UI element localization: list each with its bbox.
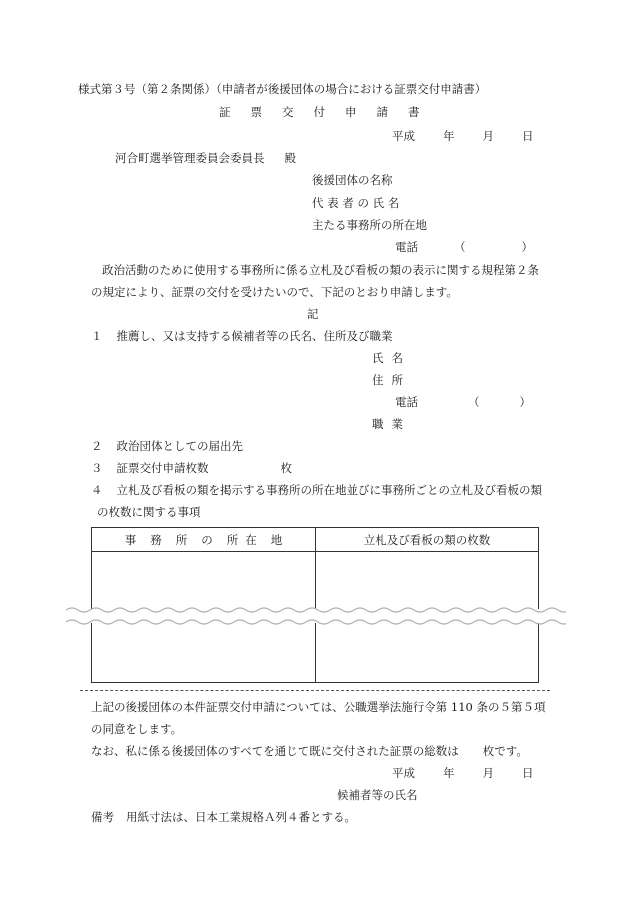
item-number: ３ <box>91 461 103 475</box>
date-month: 月 <box>482 766 494 780</box>
item-text: 推薦し、又は支持する候補者等の氏名、住所及び職業 <box>116 329 393 343</box>
org-name-label: 後援団体の名称 <box>312 173 393 187</box>
candidate-address-label <box>372 372 403 388</box>
header-char: 務 <box>150 533 162 547</box>
title-char: 請 <box>376 105 388 119</box>
item-4-line2: の枚数に関する事項 <box>97 505 201 519</box>
applicant-phone <box>395 239 533 255</box>
title-char: 申 <box>345 105 357 119</box>
table-header-sign-count: 立札及び看板の類の枚数 <box>363 533 491 547</box>
table-header-office-address <box>92 532 315 548</box>
header-char: 所 <box>226 533 239 547</box>
date-day: 日 <box>522 766 534 780</box>
addressee-name: 河合町選挙管理委員会委員長 <box>115 151 265 165</box>
addressee-honorific: 殿 <box>284 151 296 165</box>
remarks-label: 備考 <box>91 810 114 824</box>
title-char: 証 <box>219 105 231 119</box>
paren-open: （ <box>468 395 480 409</box>
consent-line1: 上記の後援団体の本件証票交付申請については、公職選挙法施行令第 110 条の５第５項 <box>91 700 546 714</box>
phone-label: 電話 <box>395 240 418 254</box>
label-char: 職 <box>372 417 384 431</box>
consent-total-unit: 枚です。 <box>482 744 528 758</box>
date-line <box>392 128 534 144</box>
item-3 <box>91 460 292 476</box>
consent-line3 <box>91 743 528 759</box>
cut-line-wave <box>66 604 566 630</box>
paren-close: ） <box>521 240 533 254</box>
date-era: 平成 <box>392 766 415 780</box>
header-char: 地 <box>270 533 283 547</box>
candidate-job-label <box>372 416 403 432</box>
item-unit: 枚 <box>280 461 292 475</box>
phone-label: 電話 <box>395 395 418 409</box>
consent-total-text: なお、私に係る後援団体のすべてを通じて既に交付された証票の総数は <box>91 744 459 758</box>
item-text: 証票交付申請枚数 <box>116 461 209 475</box>
item-2 <box>91 438 243 454</box>
title-char: 交 <box>282 105 294 119</box>
paren-open: （ <box>454 240 466 254</box>
item-number: ２ <box>91 439 103 453</box>
header-char: 在 <box>245 533 257 547</box>
remarks-text: 用紙寸法は、日本工業規格Ａ列４番とする。 <box>126 810 356 824</box>
date-year: 年 <box>443 129 455 143</box>
title-char: 書 <box>408 105 420 119</box>
title-char: 付 <box>313 105 325 119</box>
date-era: 平成 <box>392 129 415 143</box>
remarks <box>91 809 356 825</box>
item-1 <box>91 328 393 344</box>
addressee <box>115 150 296 166</box>
label-char: 名 <box>391 351 403 365</box>
item-number: ４ <box>91 483 103 497</box>
representative-label: 代 表 者 の 氏 名 <box>312 196 400 210</box>
document-title <box>219 104 420 120</box>
header-char: の <box>201 533 213 547</box>
item-text: 政治団体としての届出先 <box>116 439 243 453</box>
dashed-separator <box>80 690 550 691</box>
label-char: 氏 <box>372 351 384 365</box>
office-address-label: 主たる事務所の所在地 <box>312 218 427 232</box>
header-char: 事 <box>124 533 137 547</box>
body-paragraph-line1: 政治活動のために使用する事務所に係る立札及び看板の類の表示に関する規程第２条 <box>102 263 539 277</box>
header-char: 所 <box>175 533 188 547</box>
title-char: 票 <box>250 105 262 119</box>
item-number: １ <box>91 329 103 343</box>
body-paragraph-line2: の規定により、証票の交付を受けたいので、下記のとおり申請します。 <box>91 285 458 299</box>
form-number: 様式第３号（第２条関係）（申請者が後援団体の場合における証票交付申請書） <box>78 82 487 96</box>
item-text: 立札及び看板の類を掲示する事務所の所在地並びに事務所ごとの立札及び看板の類 <box>116 483 542 497</box>
date-month: 月 <box>482 129 494 143</box>
date-day: 日 <box>522 129 534 143</box>
consent-line2: の同意をします。 <box>91 722 183 736</box>
label-char: 住 <box>372 373 384 387</box>
paren-close: ） <box>519 395 531 409</box>
candidate-name-label <box>372 350 403 366</box>
label-char: 業 <box>391 417 403 431</box>
date-line-consent <box>392 765 534 781</box>
date-year: 年 <box>443 766 455 780</box>
candidate-phone <box>395 394 531 410</box>
label-char: 所 <box>391 373 403 387</box>
candidate-signature-label: 候補者等の氏名 <box>337 788 418 802</box>
ki-heading: 記 <box>307 307 319 321</box>
item-4 <box>91 482 542 498</box>
